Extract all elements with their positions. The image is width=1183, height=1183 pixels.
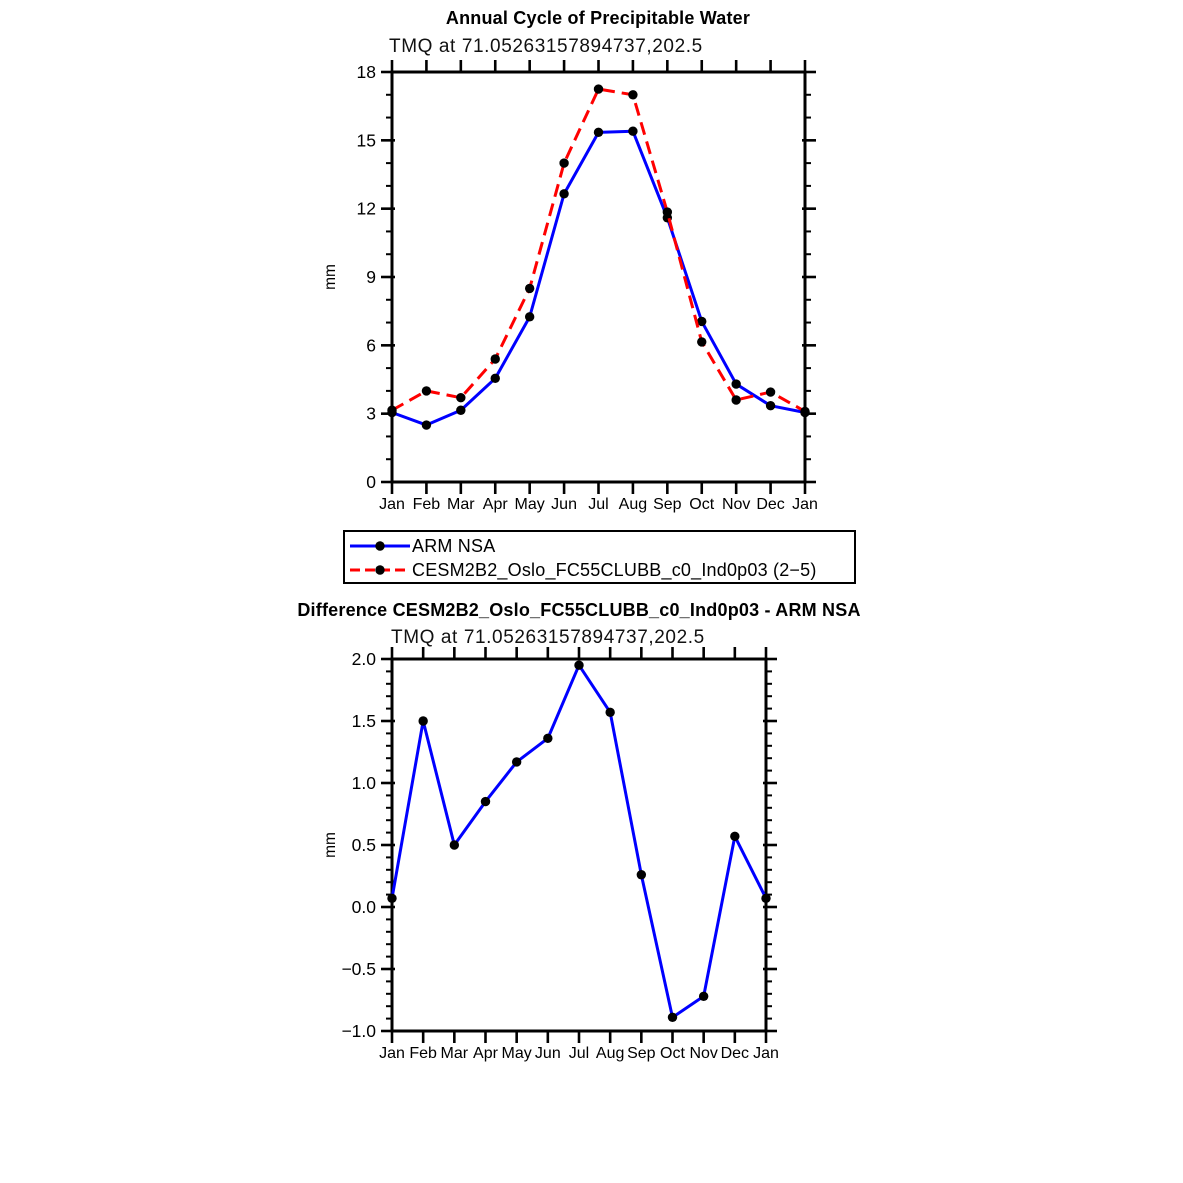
x-tick-label: Jul	[568, 1045, 590, 1062]
x-tick-label: Sep	[653, 496, 682, 513]
data-point-marker	[628, 90, 637, 99]
x-tick-label: Nov	[689, 1045, 718, 1062]
legend-marker-dot	[375, 541, 384, 550]
legend-item-cesm2b2	[348, 558, 854, 582]
y-tick-label: 15	[356, 130, 376, 151]
x-tick-label: Nov	[721, 496, 751, 513]
chart1-plot	[322, 60, 818, 513]
y-axis-title: mm	[322, 264, 339, 290]
legend-label-arm-nsa: ARM NSA	[412, 535, 496, 556]
data-point-marker	[731, 395, 740, 404]
data-point-marker	[422, 420, 431, 429]
data-point-marker	[800, 407, 809, 416]
legend-marker-dot	[375, 565, 384, 574]
chart2-title: Difference CESM2B2_Oslo_FC55CLUBB_c0_Ind0p03 - ARM NSA	[297, 600, 861, 620]
chart2-subtitle: TMQ at 71.05263157894737,202.5	[391, 627, 705, 648]
data-point-marker	[491, 354, 500, 363]
x-tick-label: Jul	[588, 496, 609, 513]
x-tick-label: Aug	[618, 496, 648, 513]
data-point-marker	[481, 797, 490, 806]
legend-line-sample-solid	[348, 535, 412, 557]
data-point-marker	[559, 158, 568, 167]
plot-frame	[392, 659, 766, 1031]
data-point-marker	[637, 870, 646, 879]
data-point-marker	[628, 127, 637, 136]
x-tick-label: Oct	[689, 496, 715, 513]
x-tick-label: Dec	[720, 1045, 750, 1062]
data-point-marker	[697, 337, 706, 346]
data-point-marker	[525, 312, 534, 321]
data-point-marker	[456, 406, 465, 415]
x-tick-label: Sep	[627, 1045, 656, 1062]
y-tick-label: −1.0	[341, 1021, 376, 1041]
x-tick-label: Feb	[412, 496, 441, 513]
data-point-marker	[525, 284, 534, 293]
x-tick-label: Jun	[534, 1045, 561, 1062]
data-point-marker	[699, 992, 708, 1001]
x-tick-label: Mar	[447, 496, 475, 513]
y-axis-title: mm	[322, 832, 339, 858]
data-point-marker	[574, 661, 583, 670]
legend-item-arm-nsa	[348, 534, 854, 558]
y-tick-label: −0.5	[341, 959, 376, 979]
data-point-marker	[730, 832, 739, 841]
data-point-marker	[761, 894, 770, 903]
y-tick-label: 1.0	[351, 773, 376, 793]
data-point-marker	[512, 757, 521, 766]
data-point-marker	[543, 734, 552, 743]
y-tick-label: 3	[366, 403, 376, 424]
y-tick-label: 0	[366, 472, 376, 492]
data-point-marker	[594, 128, 603, 137]
x-tick-label: Aug	[595, 1045, 625, 1062]
chart1-title: Annual Cycle of Precipitable Water	[445, 8, 751, 28]
data-point-marker	[766, 401, 775, 410]
x-tick-label: Mar	[440, 1045, 469, 1062]
y-tick-label: 18	[356, 62, 376, 82]
legend-box	[343, 530, 856, 584]
data-point-marker	[663, 207, 672, 216]
x-tick-label: Apr	[473, 1045, 498, 1062]
chart1-subtitle: TMQ at 71.05263157894737,202.5	[389, 36, 703, 57]
x-tick-label: May	[501, 1045, 532, 1062]
data-point-marker	[668, 1013, 677, 1022]
data-point-marker	[418, 716, 427, 725]
data-point-marker	[731, 379, 740, 388]
data-point-marker	[605, 708, 614, 717]
y-tick-label: 12	[356, 198, 376, 219]
data-point-marker	[594, 84, 603, 93]
data-point-marker	[422, 386, 431, 395]
data-point-marker	[766, 387, 775, 396]
data-point-marker	[450, 840, 459, 849]
legend-label-cesm2b2: CESM2B2_Oslo_FC55CLUBB_c0_Ind0p03 (2−5)	[412, 559, 817, 580]
x-tick-label: Jan	[379, 496, 405, 513]
legend-line-sample-dashed	[348, 559, 412, 581]
data-point-marker	[456, 393, 465, 402]
x-tick-label: Jan	[792, 496, 818, 513]
x-tick-label: Dec	[756, 496, 785, 513]
x-tick-label: May	[514, 496, 545, 513]
x-tick-label: Feb	[409, 1045, 437, 1062]
x-tick-label: Oct	[660, 1045, 685, 1062]
series-line	[392, 131, 805, 425]
y-tick-label: 0.0	[351, 897, 376, 917]
y-tick-label: 9	[366, 267, 376, 287]
data-point-marker	[387, 894, 396, 903]
y-tick-label: 0.5	[351, 835, 376, 855]
x-tick-label: Jan	[379, 1045, 405, 1062]
x-tick-label: Jun	[551, 496, 577, 513]
y-tick-label: 1.5	[351, 711, 376, 731]
data-point-marker	[387, 406, 396, 415]
x-tick-label: Jan	[753, 1045, 779, 1062]
y-tick-label: 6	[366, 335, 376, 356]
series-line	[392, 665, 766, 1017]
chart2-plot	[322, 647, 779, 1062]
data-point-marker	[491, 374, 500, 383]
series-line	[392, 89, 805, 411]
x-tick-label: Apr	[482, 496, 508, 513]
y-tick-label: 2.0	[351, 649, 376, 669]
data-point-marker	[559, 189, 568, 198]
